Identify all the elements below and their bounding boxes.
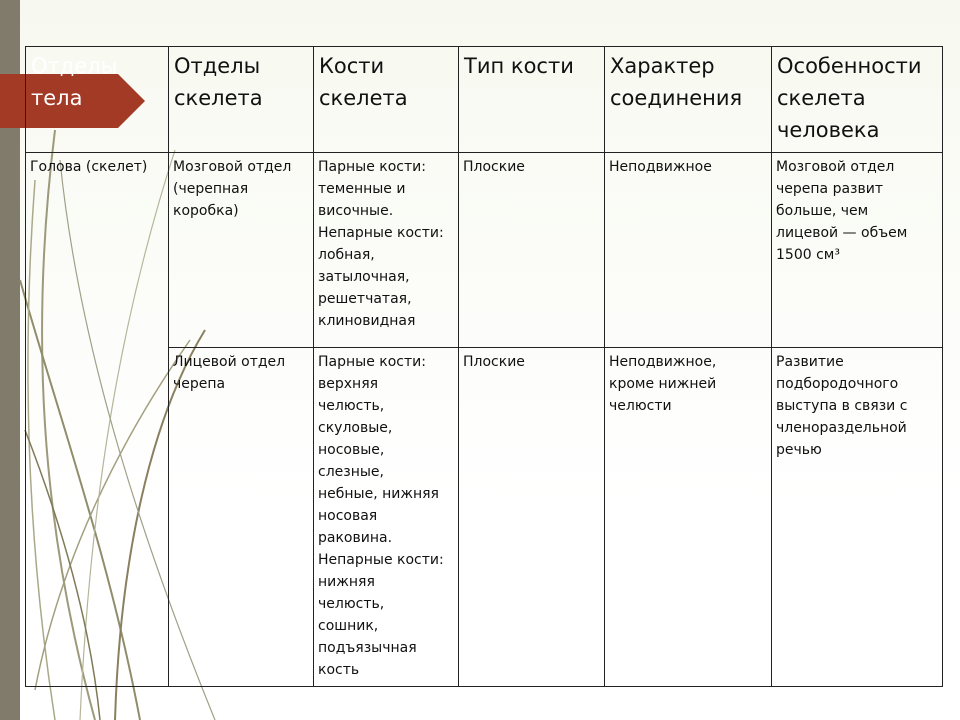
cell-bone-type: Плоские xyxy=(459,348,605,687)
cell-bones: Парные кости: теменные и височные. Непарные кости: лобная, затылочная, решетчатая, клиновидная xyxy=(314,153,459,348)
cell-body-section: Голова (скелет) xyxy=(26,153,169,687)
cell-connection: Неподвижное, кроме нижней челюсти xyxy=(605,348,772,687)
cell-connection: Неподвижное xyxy=(605,153,772,348)
cell-skeleton-section: Мозговой отдел (черепная коробка) xyxy=(169,153,314,348)
skeleton-table xyxy=(25,46,943,687)
header-body-section: Отделы тела xyxy=(26,47,169,153)
header-connection: Характер соединения xyxy=(605,47,772,153)
header-bones: Кости скелета xyxy=(314,47,459,153)
header-features: Особенности скелета человека xyxy=(772,47,943,153)
table-header-row xyxy=(26,47,943,153)
table-row xyxy=(26,153,943,348)
cell-skeleton-section: Лицевой отдел черепа xyxy=(169,348,314,687)
cell-features: Развитие подбородочного выступа в связи с членораздельной речью xyxy=(772,348,943,687)
cell-bones: Парные кости: верхняя челюсть, скуловые, носовые, слезные, небные, нижняя носовая раковина. Непарные кости: нижняя челюсть, сошник, подъязычная кость xyxy=(314,348,459,687)
cell-bone-type: Плоские xyxy=(459,153,605,348)
header-skeleton-section: Отделы скелета xyxy=(169,47,314,153)
header-bone-type: Тип кости xyxy=(459,47,605,153)
cell-features: Мозговой отдел черепа развит больше, чем лицевой — объем 1500 см³ xyxy=(772,153,943,348)
